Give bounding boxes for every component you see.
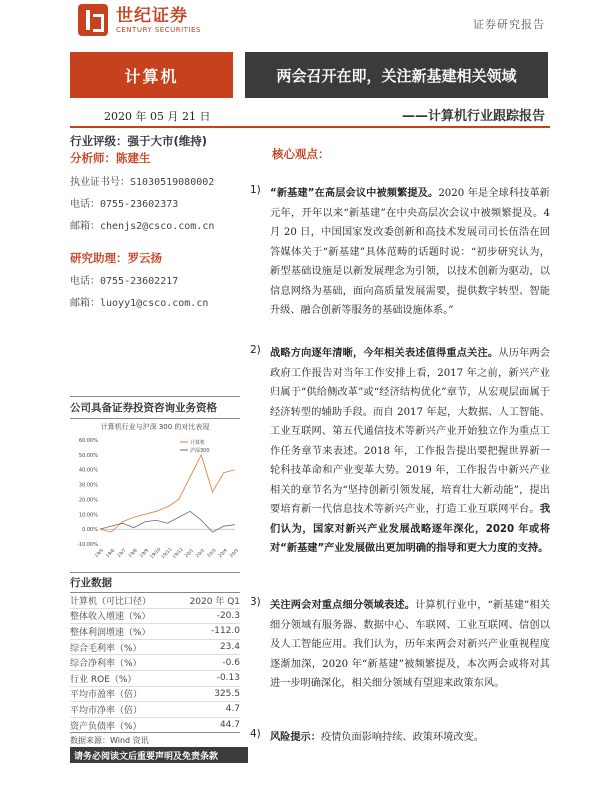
industry-rating: 行业评级：强于大市(维持) [70,134,208,148]
row-value: -0.6 [222,657,240,668]
point-1 [250,184,550,321]
legend-label: 计算机 [190,440,206,446]
analyst-email: 邮箱：chenjs2@csco.com.cn [70,221,215,232]
table-row [70,592,240,608]
y-tick-label: -10.00% [77,542,98,548]
logo-mark-icon [78,4,108,36]
point-number: 1) [250,184,261,196]
y-tick-label: 0.00% [82,527,98,534]
chart-title: 计算机行业与沪深 300 的对比表现 [100,423,210,431]
divider [70,126,550,128]
point-conclusion: 我们认为，国家对新兴产业发展战略逐年深化，2020 年或将对“新基建”产业发展做出更加明确的指导和更大力度的支持。 [270,504,550,554]
assistant-email: 邮箱：luoyy1@csco.com.cn [70,298,209,309]
row-label: 综合毛利率（%） [70,643,142,654]
industry-band: 计算机 [70,52,233,98]
cert-number: 执业证书号：S1030519080002 [70,177,215,188]
analyst-name: 分析师：陈建生 [70,151,151,165]
row-label: 计算机（可比口径） [70,596,152,607]
row-value: 4.7 [225,704,240,715]
row-label: 行业 ROE（%） [70,674,137,685]
x-tick-label: 20/4 [218,548,229,559]
report-date: 2020 年 05 月 21 日 [104,110,211,123]
x-tick-label: 20/1 [184,548,195,559]
y-tick-label: 60.00% [78,438,98,444]
core-title: 核心观点： [272,147,330,161]
table-row [70,717,240,733]
point-heading: 风险提示： [270,732,321,743]
x-tick-label: 19/7 [116,548,128,559]
point-body: 疫情负面影响持续、政策环境改变。 [320,732,484,743]
table-title: 行业数据 [70,572,240,592]
row-label: 平均市净率（倍） [70,705,143,716]
performance-chart [70,422,240,576]
x-tick-label: 20/3 [206,548,218,559]
header [0,0,600,50]
headline-band: 两会召开在即，关注新基建相关领域 [245,52,548,98]
analyst-phone: 电话：0755-23602373 [70,199,179,210]
row-label: 资产负债率（%） [70,721,142,732]
table-row [70,701,240,717]
row-value: -20.3 [216,610,240,621]
row-label: 综合净利率（%） [70,659,142,670]
sidebar [70,133,240,315]
point-heading: 战略方向逐年清晰，今年相关表述值得重点关注。 [270,348,499,359]
point-heading: 关注两会对重点细分领域表述。 [270,600,416,611]
point-body: 2020 年是全球科技革新元年，开年以来“新基建”在中央高层次会议中被频繁提及。4 月 20 日，中国国家发改委创新和高技术发展司司长伍浩在回答媒体关于“新基建”具体范畴的话题时说：“初步研究认为，新型基础设施是以新发展理念为引领，以技术创新为驱动，以信息网络为基础，面向高质量发展需要，提供数字转型、智能升级、融合创新等服务的基础设施体系。” [270,188,550,316]
company-logo [78,4,201,36]
point-body: 从历年两会政府工作报告对当年工作安排上看，2017 年之前，新兴产业归属于“供给侧改革”或“经济结构优化”章节，从宏观层面属于经济转型的辅助手段。而自 2017 年起，大数据、人工智能、工业互联网、第五代通信技术等新兴产业开始独立作为重点工作任务章节来表述。2018 年，工作报告提出要把握世界新一轮科技革命和产业变革大势。2019 年，工作报告中新兴产业相关的章节名为“坚持创新引领发展，培育壮大新动能”，提出要培育新一代信息技术等新兴产业，打造工业互联网平台。 [270,348,551,515]
point-3 [250,596,550,694]
assistant-phone: 电话：0755-23602217 [70,276,179,287]
point-heading: “新基建”在高层会议中被频繁提及。 [270,188,439,199]
x-tick-label: 19/9 [139,548,150,559]
point-2 [250,344,550,559]
x-tick-label: 19/6 [105,548,117,559]
x-tick-label: 20/2 [195,548,207,559]
y-tick-label: 30.00% [78,482,98,489]
point-number: 2) [250,344,261,356]
x-tick-label: 20/5 [229,548,240,559]
logo-english: CENTURY SECURITIES [116,26,201,34]
x-tick-label: 19/10 [149,547,163,560]
row-label: 整体收入增速（%） [70,612,151,623]
main-content [250,130,551,743]
qualification-title: 公司具备证券投资咨询业务资格 [70,396,240,419]
table-row [70,608,240,624]
table-row [70,670,240,686]
row-label: 整体利润增速（%） [70,627,151,638]
series-line-0 [100,455,235,532]
row-value: 325.5 [214,688,240,699]
chart-svg [70,432,240,572]
disclaimer-bar: 请务必阅读文后重要声明及免责条款 [70,747,248,763]
y-tick-label: 20.00% [78,497,98,504]
logo-chinese: 世纪证券 [116,6,188,26]
point-number: 4) [250,728,261,740]
point-number: 3) [250,596,261,608]
table-row [70,654,240,670]
table-row [70,623,240,639]
point-body: 计算机行业中，“新基建”相关细分领域有服务器、数据中心、车联网、工业互联网、信创以及人工智能应用。我们认为，历年来两会对新兴产业重视程度逐渐加深，2020 年“新基建”被频繁提及，本次两会或将对其进一步明确深化，相关细分领域有望迎来政策东风。 [270,600,550,689]
report-subtitle: ——计算机行业跟踪报告 [401,109,545,124]
row-value: 23.4 [219,642,240,653]
legend-label: 沪深300 [190,448,210,454]
row-value: 44.7 [219,720,240,731]
x-tick-label: 19/8 [128,548,139,559]
x-tick-label: 19/11 [160,547,174,560]
point-4 [250,728,550,748]
x-tick-label: 19/5 [94,548,105,559]
row-value: -0.13 [216,673,240,684]
y-tick-label: 50.00% [78,452,98,459]
table-row [70,686,240,702]
x-tick-label: 19/12 [172,547,185,560]
row-value: 2020 年 Q1 [189,596,240,607]
report-type: 证券研究报告 [473,18,545,31]
table-source: 数据来源：Wind 资讯 [70,732,240,749]
row-label: 平均市盈率（倍） [70,690,143,701]
y-tick-label: 40.00% [78,467,98,474]
y-tick-label: 10.00% [78,512,98,519]
industry-data-table [70,572,240,749]
row-value: -112.0 [210,626,240,637]
assistant-name: 研究助理：罗云扬 [70,251,162,265]
table-row [70,639,240,655]
